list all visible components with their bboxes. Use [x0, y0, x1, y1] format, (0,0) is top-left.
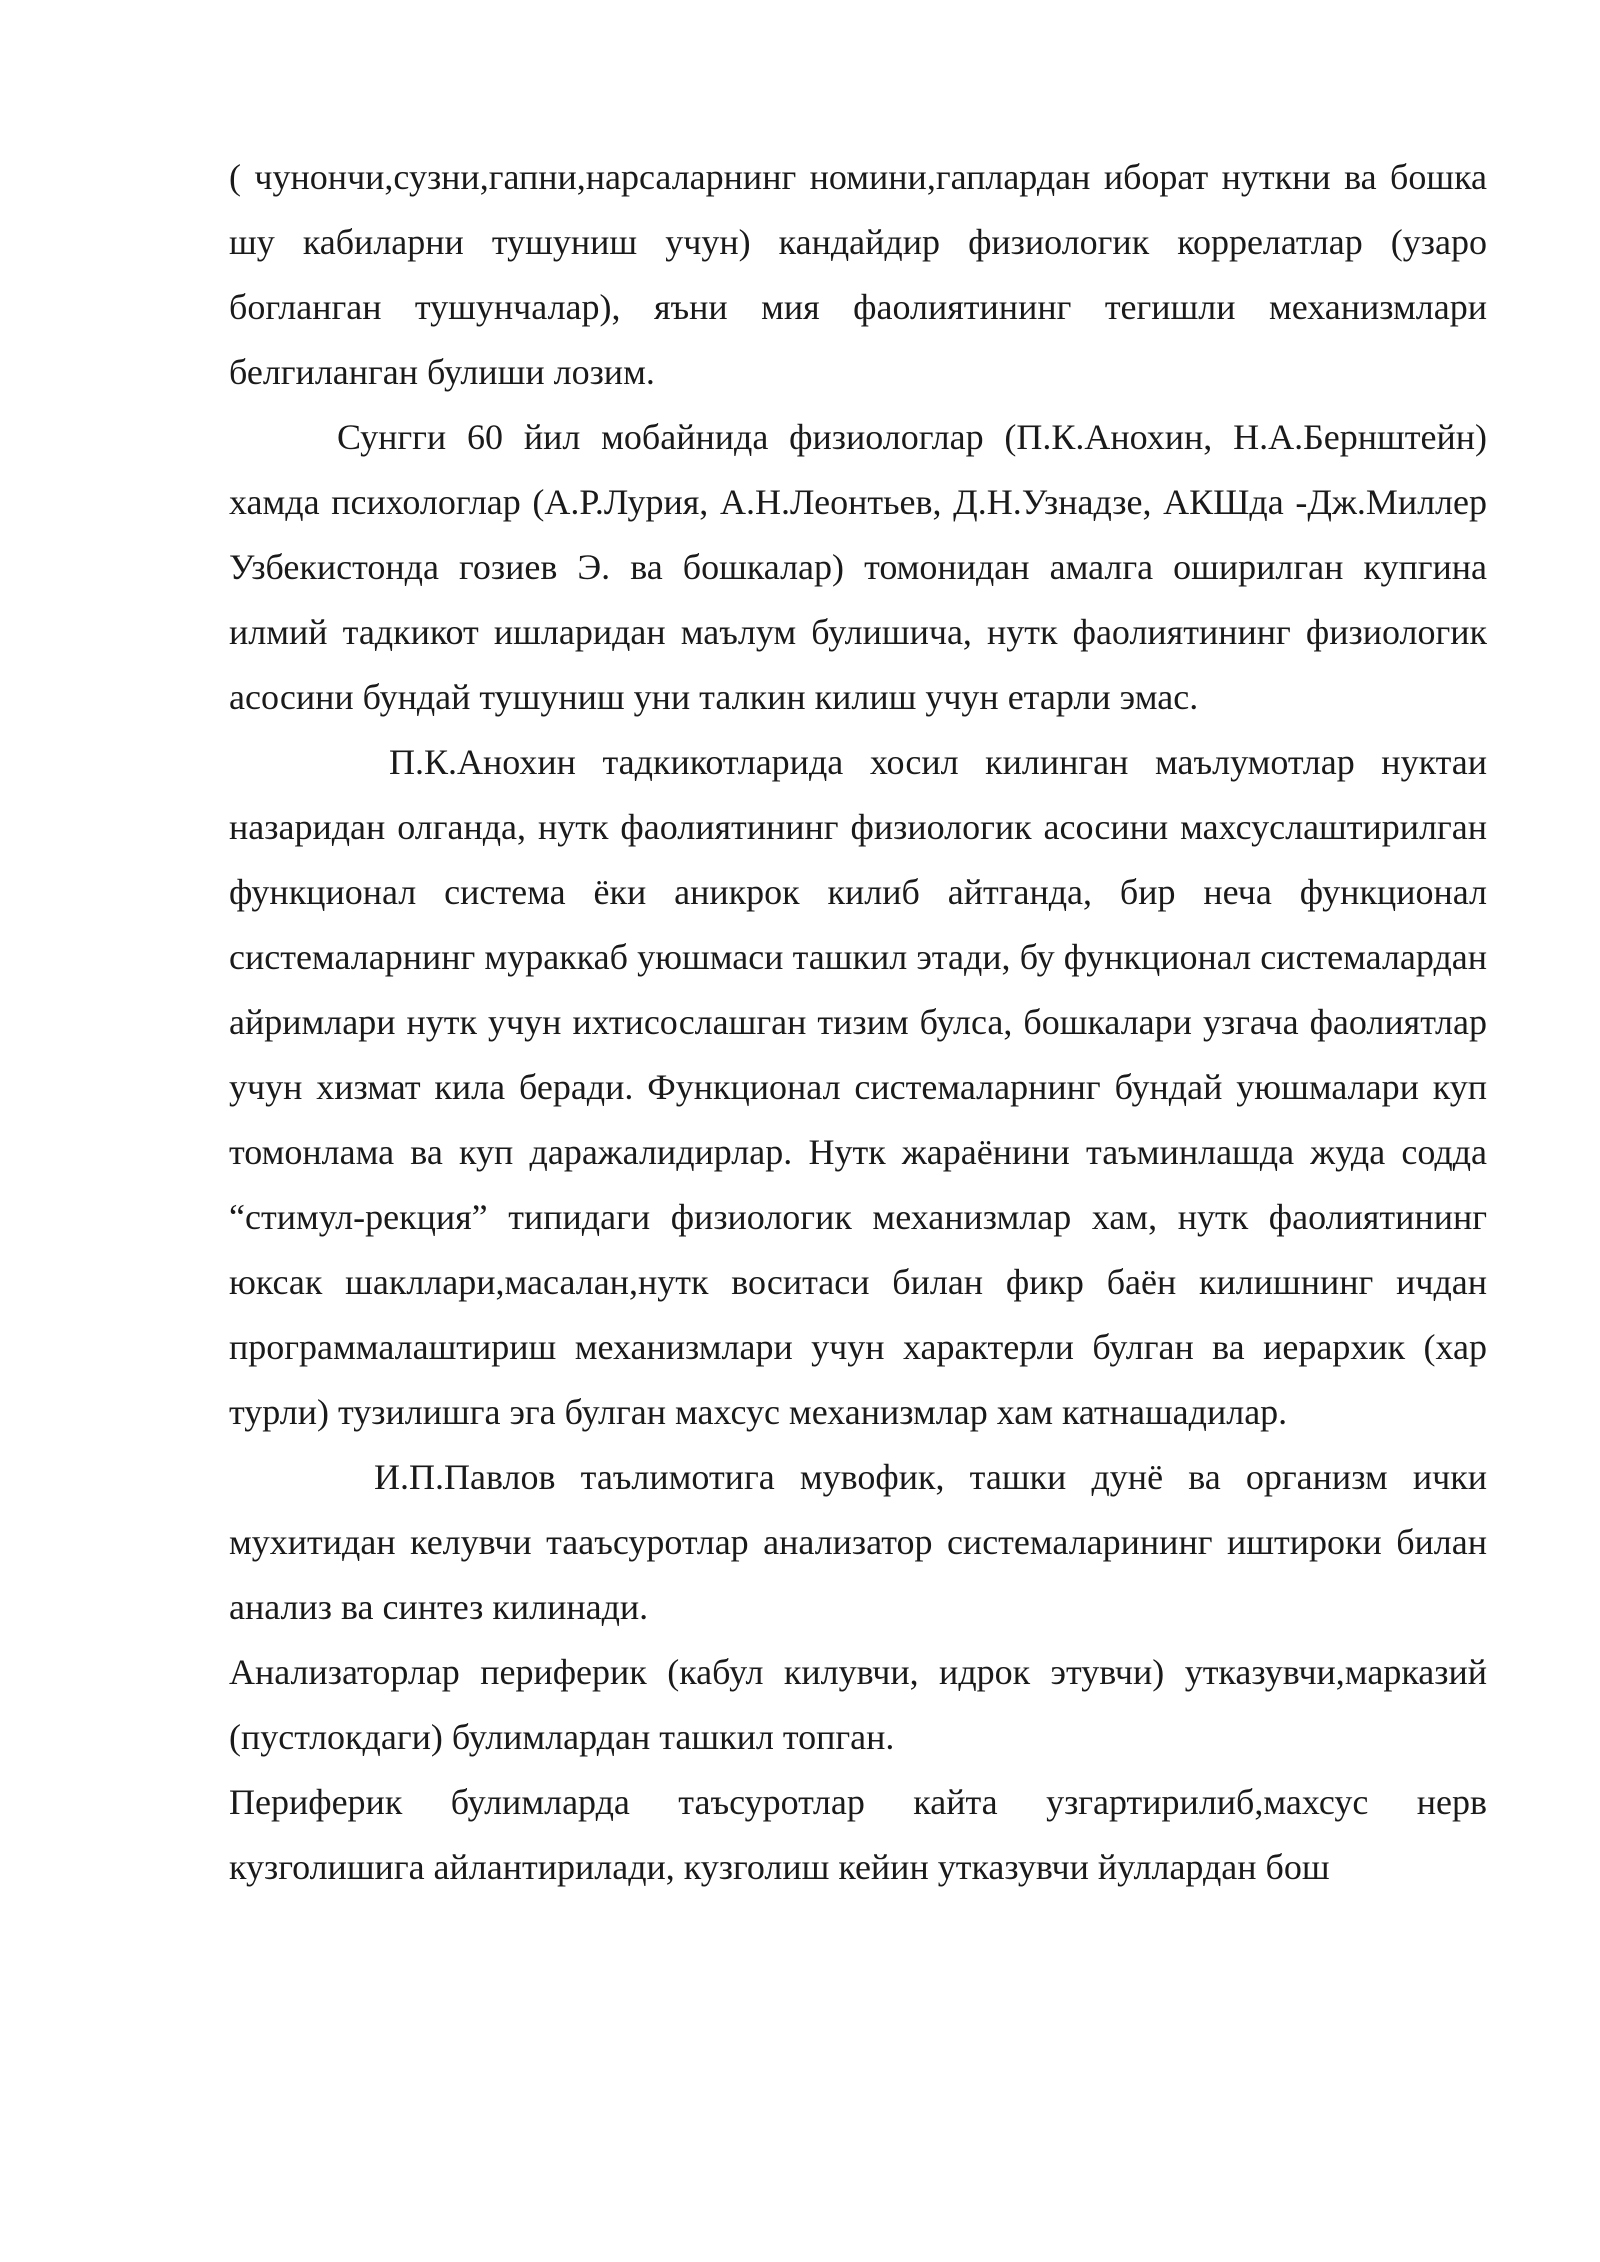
paragraph-3: П.К.Анохин тадкикотларида хосил килинган маълумотлар нуктаи назаридан олганда, нутк фаолиятининг физиологик асосини махсуслаштирилган функционал система ёки аникрок килиб айтганда, бир неча функционал системаларнинг мураккаб уюшмаси ташкил этади, бу функционал системалардан айримлари нутк учун ихтисослашган тизим булса, бошкалари узгача фаолиятлар учун хизмат кила беради. Функционал системаларнинг бундай уюшмалари куп томонлама ва куп даражалидирлар. Нутк жараёнини таъминлашда жуда содда “стимул-рекция” типидаги физиологик механизмлар хам, нутк фаолиятининг юксак шакллари,масалан,нутк воситаси билан фикр баён килишнинг ичдан программалаштириш механизмлари учун характерли булган ва иерархик (хар турли) тузилишга эга булган махсус механизмлар хам катнашадилар.	[229, 742, 1487, 1432]
paragraph-4: И.П.Павлов таълимотига мувофик, ташки дунё ва организм ички мухитидан келувчи тааъсуротлар анализатор системаларининг иштироки билан анализ ва синтез килинади.	[229, 1457, 1487, 1627]
document-body	[229, 145, 1487, 1900]
paragraph-1: ( чунончи,сузни,гапни,нарсаларнинг номини,гаплардан иборат нуткни ва бошка шу кабиларни тушуниш учун) кандайдир физиологик коррелатлар (узаро богланган тушунчалар), яъни мия фаолиятининг тегишли механизмлари белгиланган булиши лозим.	[229, 157, 1487, 392]
paragraph-2: Сунгги 60 йил мобайнида физиологлар (П.К.Анохин, Н.А.Бернштейн) хамда психологлар (А.Р.Лурия, А.Н.Леонтьев, Д.Н.Узнадзе, АКШда -Дж.Миллер Узбекистонда гозиев Э. ва бошкалар) томонидан амалга оширилган купгина илмий тадкикот ишларидан маълум булишича, нутк фаолиятининг физиологик асосини бундай тушуниш уни талкин килиш учун етарли эмас.	[229, 417, 1487, 717]
paragraph-6: Периферик булимларда таъсуротлар кайта узгартирилиб,махсус нерв кузголишига айлантирилади, кузголиш кейин утказувчи йуллардан бош	[229, 1782, 1487, 1887]
paragraph-5: Анализаторлар периферик (кабул килувчи, идрок этувчи) утказувчи,марказий (пустлокдаги) булимлардан ташкил топган.	[229, 1652, 1487, 1757]
